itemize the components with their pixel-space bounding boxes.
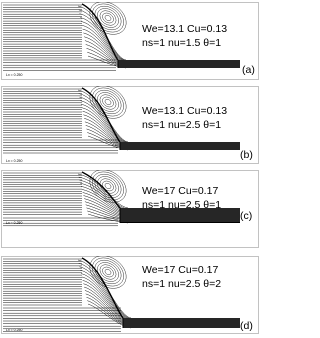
parameters-line-2: ns=1 nu=2.5 θ=1 [142,119,222,131]
panel-label: (c) [240,210,253,222]
panel-c [0,170,260,250]
parameters-line-1: We=17 Cu=0.17 [142,185,219,197]
scale-text: Lx = 0.250 [6,73,23,77]
parameters-line-2: ns=1 nu=2.5 θ=2 [142,278,222,290]
panel-label: (b) [240,149,253,161]
parameters-line-1: We=13.1 Cu=0.13 [142,105,228,117]
parameters-b [142,104,254,132]
parameters-d [142,263,254,291]
scale-text: Lx = 0.250 [6,159,23,163]
parameters-line-1: We=17 Cu=0.17 [142,264,219,276]
panel-b [0,86,260,166]
parameters-line-2: ns=1 nu=1.5 θ=1 [142,37,222,49]
scale-text: Lx = 0.250 [6,221,23,225]
parameters-c [142,184,254,212]
parameters-a [142,22,254,50]
parameters-line-2: ns=1 nu=2.5 θ=1 [142,199,222,211]
panel-d [0,256,260,336]
panel-label: (a) [242,64,255,76]
panel-label: (d) [240,320,253,332]
panel-a [0,2,260,82]
scale-text: Lx = 0.250 [6,328,23,332]
parameters-line-1: We=13.1 Cu=0.13 [142,23,228,35]
